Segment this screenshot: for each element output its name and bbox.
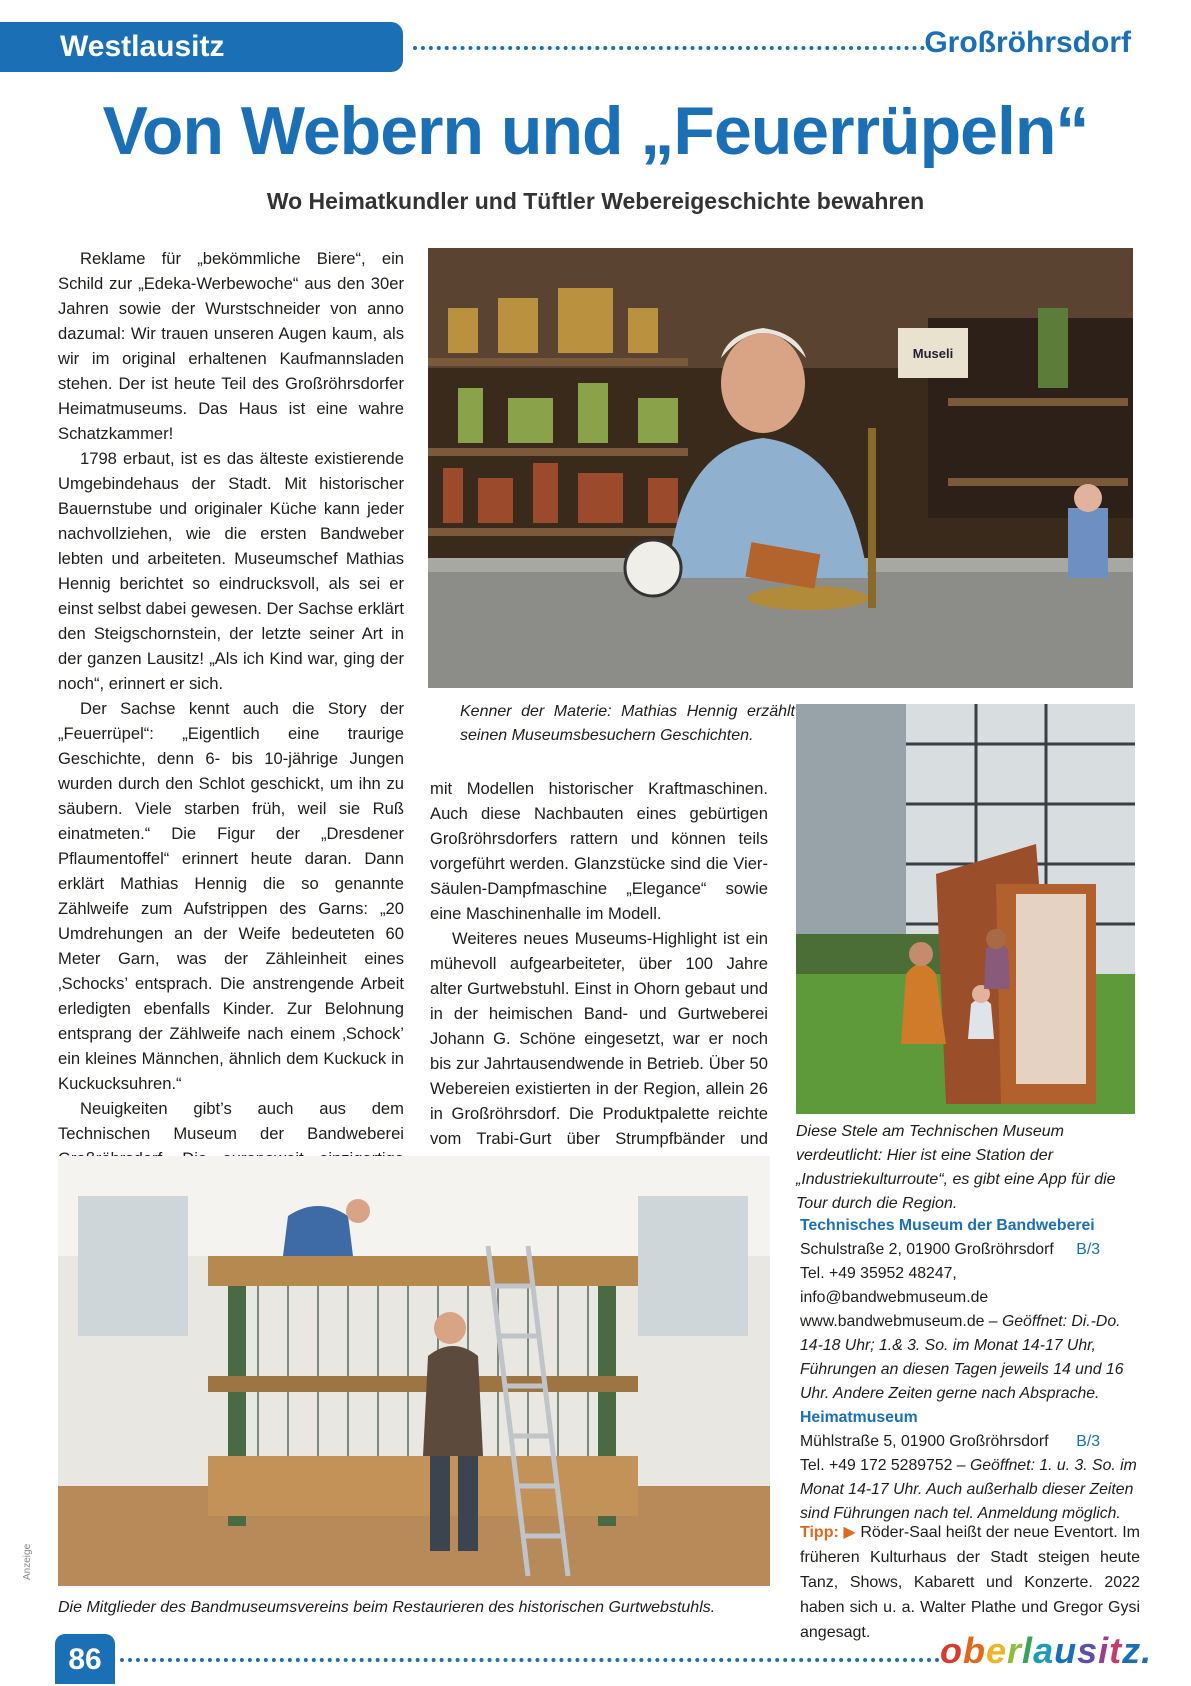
tipp-label: Tipp: (800, 1524, 839, 1541)
museum1-name: Technisches Museum der Bandweberei (800, 1217, 1095, 1234)
brand-letter: l (1022, 1630, 1034, 1671)
side-label: Anzeige (22, 1543, 33, 1580)
header-dotted-rule (413, 46, 933, 50)
museum2-address-row (800, 1430, 1140, 1454)
photo-loom (58, 1156, 770, 1586)
caption-shop: Kenner der Materie: Mathias Hennig erzählt seinen Museumsbesuchern Geschichten. (460, 703, 795, 744)
brand-letter: s (1077, 1630, 1099, 1671)
museum-info (800, 1214, 1140, 1526)
shop-sign-text: Museli (912, 346, 954, 361)
museum2-name: Heimatmuseum (800, 1409, 918, 1426)
museum1-hours: Geöffnet: Di.-Do. 14-18 Uhr; 1.& 3. So. im Monat 14-17 Uhr, Führungen an diesen Tagen jeweils 14 und 16 Uhr. Andere Zeiten gerne nach Absprache. (800, 1313, 1124, 1402)
museum1-contact: Tel. +49 35952 48247, info@bandwebmuseum.de (800, 1265, 989, 1306)
town-label: Großröhrsdorf (924, 26, 1131, 59)
museum2-contact: Tel. +49 172 5289752 – (800, 1457, 966, 1474)
brand-letter: i (1098, 1630, 1110, 1671)
museum1-hours-block (800, 1310, 1140, 1406)
museum1-web: www.bandwebmuseum.de – (800, 1313, 998, 1330)
brand-letter: o (940, 1630, 963, 1671)
brand-letter: r (1007, 1630, 1023, 1671)
museum2-grid: B/3 (1076, 1433, 1100, 1450)
brand-letter: t (1109, 1630, 1123, 1671)
paragraph: Der Sachse kennt auch die Story der „Feuerrüpel“: „Eigentlich eine traurige Geschichte, denn 6- bis 10-jährige Jungen wurden durch den Schlot geschickt, um ihn zu säubern. Viele starben früh, weil sie Ruß einatmeten.“ Die Figur der „Dresdener Pflaumentoffel“ erinnert heute daran. Dann erklärt Mathias Hennig die so genannte Zählweife zum Aufstrippen des Garns: „20 Umdrehungen an der Weife bedeuteten 60 Meter Garn, was der Zähleinheit eines ‚Schocks’ entsprach. Die anstrengende Arbeit erledigten ebenfalls Kinder. Zur Belohnung entsprang der Zählweife nach einem ‚Schock’ ein kleines Männchen, ähnlich dem Kuckuck in Kuckucksuhren.“ (58, 699, 404, 1093)
museum2-hours-block (800, 1454, 1140, 1526)
photo-museum-shop (428, 248, 1133, 688)
brand-letter: e (986, 1630, 1008, 1671)
photo-stele (796, 704, 1135, 1114)
museum1-grid: B/3 (1076, 1241, 1100, 1258)
museum1-address: Schulstraße 2, 01900 Großröhrsdorf (800, 1241, 1054, 1258)
caption-stele: Diese Stele am Technischen Museum verdeutlicht: Hier ist eine Station der „Industriekulturroute“, es gibt eine App für die Tour durch die Region. (796, 1123, 1116, 1212)
paragraph: Reklame für „bekömmliche Biere“, ein Schild zur „Edeka-Werbewoche“ aus den 30er Jahren sowie der Wurstschneider von anno dazumal: Wir trauen unseren Augen kaum, als wir im original erhaltenen Kaufmannsladen stehen. Der ist heute Teil des Großröhrsdorfer Heimatmuseums. Das Haus ist eine wahre Schatzkammer! (58, 249, 404, 443)
paragraph: Weiteres neues Museums-Highlight ist ein mühevoll aufgearbeiteter, über 100 Jahre alter Gurtwebstuhl. Einst in Ohorn gebaut und in der heimischen Band- und Gurtweberei Johann G. Schöne eingesetzt, war er noch bis zur Jahrtausendwende in Betrieb. Über 50 Webereien existierten in der Region, allein 26 in Großröhrsdorf. Die Produktpalette reichte vom Trabi-Gurt über Strumpfbänder und (430, 929, 768, 1148)
brand-letter: b (963, 1630, 986, 1671)
article-headline: Von Webern und „Feuerrüpeln“ (102, 93, 1089, 169)
article-subheadline: Wo Heimatkundler und Tüftler Webereigeschichte bewahren (266, 188, 925, 214)
caption-loom: Die Mitglieder des Bandmuseumsvereins beim Restaurieren des historischen Gurtwebstuhls. (58, 1599, 716, 1616)
tipp-box (800, 1520, 1140, 1645)
paragraph: Neuigkeiten gibt’s auch aus dem Technischen Museum der Bandweberei (58, 1099, 404, 1143)
play-arrow-icon: ▶ (843, 1524, 856, 1541)
paragraph: 1798 erbaut, ist es das älteste existierende Umgebindehaus der Stadt. Mit historischer Bauernstube und originaler Küche kann jeder nachvollziehen, wie die ersten Bandweber lebten und arbeiteten. Museumschef Mathias Hennig berichtet so eindrucksvoll, als sei er einst selbst dabei gewesen. Der Sachse erklärt den Steigschornstein, der letzte seiner Art in der ganzen Lausitz! „Als ich Kind war, ging der noch“, erinnert er sich. (58, 449, 404, 693)
brand-letter: u (1054, 1630, 1078, 1671)
article-column-2 (430, 776, 768, 1201)
page-number: 86 (55, 1634, 115, 1684)
section-label: Westlausitz (0, 22, 403, 72)
museum2-hours: Geöffnet: 1. u. 3. So. im Monat 14-17 Uhr. Auch außerhalb dieser Zeiten sind Führungen nach tel. Anmeldung möglich. (800, 1457, 1137, 1522)
tipp-text: Röder-Saal heißt der neue Eventort. Im früheren Kulturhaus der Stadt steigen heute Tanz, Shows, Kabarett und Konzerte. 2022 haben sich u. a. Walter Plathe und Gregor Gysi angesagt. (800, 1524, 1141, 1641)
footer-dotted-rule (120, 1658, 940, 1662)
brand-letter: z (1122, 1630, 1142, 1671)
brand-logo (940, 1630, 1152, 1672)
museum2-address: Mühlstraße 5, 01900 Großröhrsdorf (800, 1433, 1049, 1450)
brand-letter: . (1141, 1630, 1153, 1671)
brand-letter: a (1033, 1630, 1055, 1671)
paragraph: mit Modellen historischer Kraftmaschinen. Auch diese Nachbauten eines gebürtigen Großröhrsdorfers rattern und können teils vorgeführt werden. Glanzstücke sind die Vier-Säulen-Dampfmaschine „Elegance“ sowie eine Maschinenhalle im Modell. (430, 779, 768, 923)
museum1-address-row (800, 1238, 1140, 1262)
